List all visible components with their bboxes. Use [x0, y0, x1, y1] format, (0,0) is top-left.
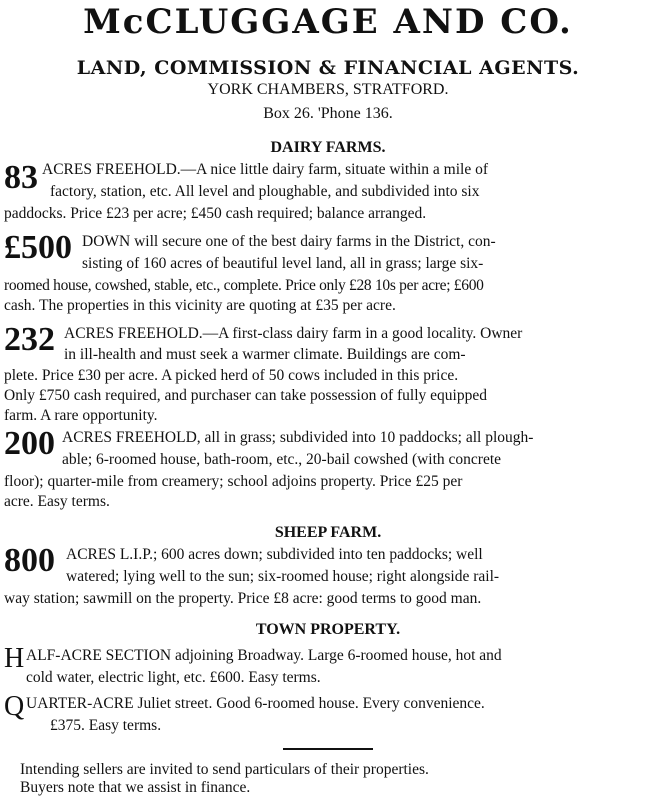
listing-line: factory, station, etc. All level and ploughable, and subdivided into six	[50, 183, 480, 200]
listing-initial: Q	[4, 691, 25, 722]
listing-line: ACRES L.I.P.; 600 acres down; subdivided into ten paddocks; well	[66, 546, 483, 563]
listing-line: ACRES FREEHOLD.—A nice little dairy farm, situate within a mile of	[42, 161, 488, 178]
listing-line: UARTER-ACRE Juliet street. Good 6-roomed house. Every convenience.	[26, 695, 485, 712]
listing-line: ALF-ACRE SECTION adjoining Broadway. Large 6-roomed house, hot and	[26, 647, 502, 664]
listing-line: plete. Price £30 per acre. A picked herd of 50 cows included in this price.	[4, 367, 459, 384]
listing-500-down	[4, 230, 656, 318]
town-heading: TOWN PROPERTY.	[255, 621, 401, 638]
firm-name: McCLUGGAGE AND CO.	[83, 2, 573, 42]
listing-line: paddocks. Price £23 per acre; £450 cash required; balance arranged.	[4, 205, 427, 222]
listing-line: watered; lying well to the sun; six-roomed house; right alongside rail-	[66, 568, 500, 585]
listing-line: way station; sawmill on the property. Price £8 acre: good terms to good man.	[4, 590, 482, 607]
listing-line: able; 6-roomed house, bath-room, etc., 20-bail cowshed (with concrete	[62, 451, 502, 468]
listing-line: in ill-health and must seek a warmer climate. Buildings are com-	[64, 346, 466, 363]
firm-address: YORK CHAMBERS, STRATFORD.	[207, 81, 449, 98]
listing-83-acres	[4, 160, 656, 226]
listing-line: £375. Easy terms.	[50, 717, 162, 734]
listing-line: floor); quarter-mile from creamery; school adjoins property. Price £25 per	[4, 473, 463, 490]
footer-buyers: Buyers note that we assist in finance.	[20, 779, 251, 796]
listing-line: sisting of 160 acres of beautiful level land, all in grass; large six-	[82, 255, 484, 272]
listing-line: acre. Easy terms.	[4, 493, 110, 510]
listing-quarter-acre	[4, 692, 656, 736]
listing-line: cold water, electric light, etc. £600. Easy terms.	[26, 669, 321, 686]
sheep-heading: SHEEP FARM.	[274, 524, 382, 541]
listing-initial: H	[4, 643, 25, 674]
listing-lead: 83	[4, 159, 38, 196]
listing-line: Only £750 cash required, and purchaser can take possession of fully equipped	[4, 387, 487, 404]
firm-tagline: LAND, COMMISSION & FINANCIAL AGENTS.	[76, 57, 580, 79]
listing-800-acres	[4, 543, 656, 609]
listing-line: ACRES FREEHOLD, all in grass; subdivided into 10 paddocks; all plough-	[62, 429, 534, 446]
listing-lead: 800	[4, 542, 55, 579]
dairy-heading: DAIRY FARMS.	[270, 139, 386, 156]
firm-contact: Box 26. 'Phone 136.	[263, 105, 393, 122]
divider-rule	[283, 748, 373, 750]
footer-sellers: Intending sellers are invited to send particulars of their properties.	[20, 761, 429, 778]
listing-line: ACRES FREEHOLD.—A first-class dairy farm in a good locality. Owner	[64, 325, 523, 342]
listing-200-acres	[4, 426, 656, 516]
listing-lead: £500	[4, 229, 72, 266]
listing-lead: 232	[4, 321, 55, 358]
listing-half-acre	[4, 644, 656, 688]
listing-line: roomed house, cowshed, stable, etc., complete. Price only £28 10s per acre; £600	[4, 277, 484, 294]
listing-lead: 200	[4, 425, 55, 462]
listing-232-acres	[4, 322, 656, 422]
listing-line: cash. The properties in this vicinity are quoting at £35 per acre.	[4, 297, 396, 314]
listing-line: DOWN will secure one of the best dairy farms in the District, con-	[82, 233, 496, 250]
listing-line: farm. A rare opportunity.	[4, 407, 158, 424]
